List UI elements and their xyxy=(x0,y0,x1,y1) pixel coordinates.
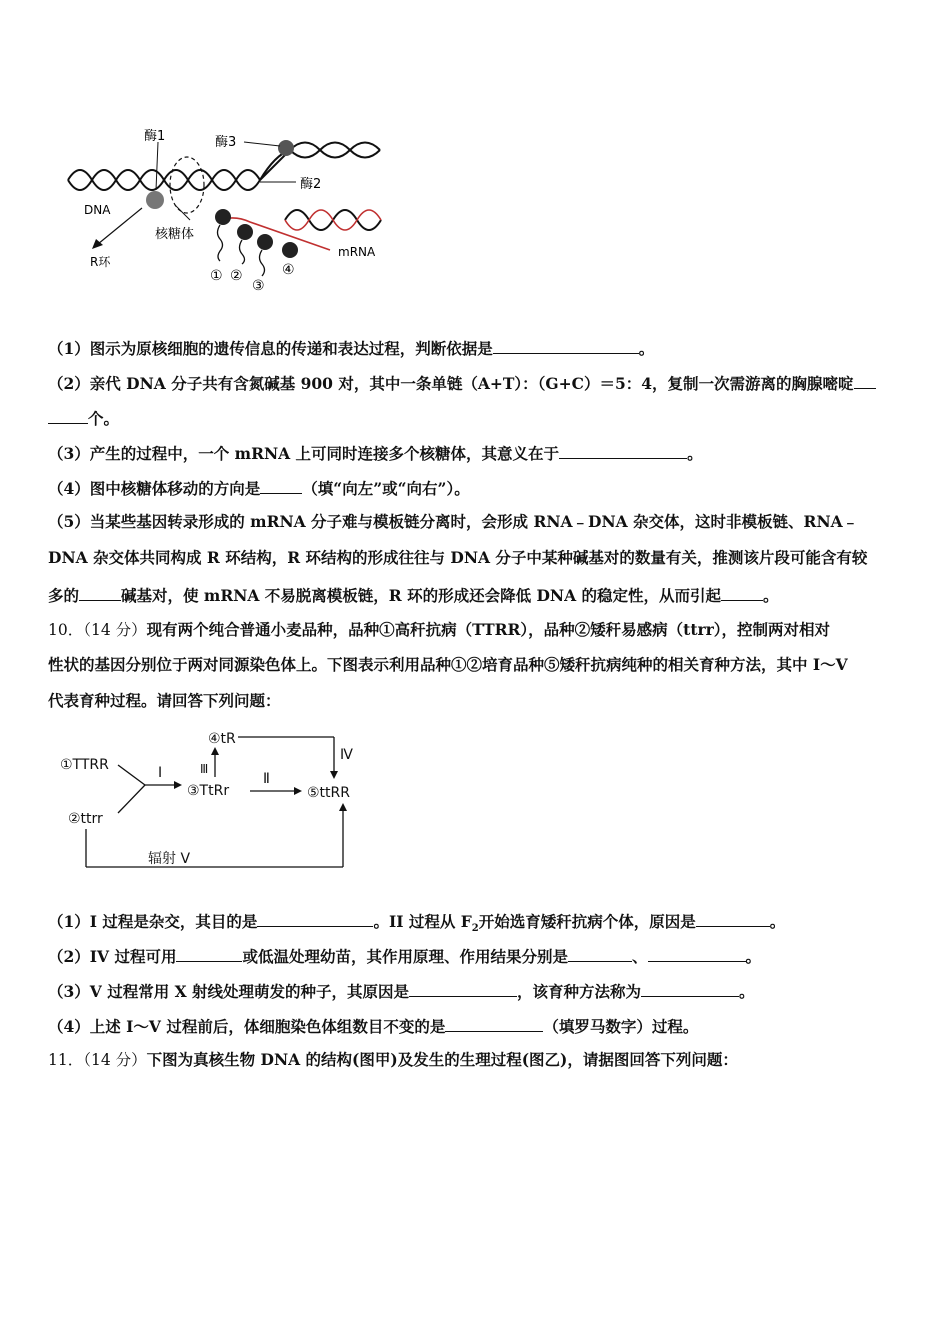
answer-blank[interactable] xyxy=(48,407,88,424)
chain-3-label: ③ xyxy=(252,278,265,294)
q10-line1: 10．（14 分）现有两个纯合普通小麦品种，品种①高秆抗病（TTRR），品种②矮秆易感病（ttrr），控制两对相对 xyxy=(48,620,831,639)
q9-part5-line2: DNA 杂交体共同构成 R 环结构，R 环结构的形成往往与 DNA 分子中某种碱基对的数量有关，推测该片段可能含有较 xyxy=(48,548,868,567)
q10-number: 10．（14 分） xyxy=(48,621,147,639)
answer-blank[interactable] xyxy=(721,584,763,601)
answer-blank[interactable] xyxy=(176,945,242,962)
q11-number: 11．（14 分） xyxy=(48,1051,147,1069)
enzyme2-label: 酶2 xyxy=(300,177,322,192)
variety-2: ②ttrr xyxy=(68,811,103,827)
answer-blank[interactable] xyxy=(260,477,302,494)
answer-blank[interactable] xyxy=(641,980,739,997)
variety-4: ④tR xyxy=(208,731,236,747)
chain-1-label: ① xyxy=(210,268,223,284)
gene-expression-figure xyxy=(60,120,390,300)
answer-blank[interactable] xyxy=(493,337,639,354)
chain-4-label: ④ xyxy=(282,262,295,278)
dna-label: DNA xyxy=(84,203,111,217)
q10-part4: （4）上述 I～V 过程前后，体细胞染色体组数目不变的是 （填罗马数字）过程。 xyxy=(48,1017,699,1036)
q10-part2: （2）IV 过程可用 或低温处理幼苗，其作用原理、作用结果分别是 、 。 xyxy=(48,947,762,966)
breeding-diagram xyxy=(60,725,380,875)
variety-3: ③TtRr xyxy=(187,783,230,799)
variety-1: ①TTRR xyxy=(60,757,109,773)
answer-blank[interactable] xyxy=(854,372,876,389)
q9-part2: （2）亲代 DNA 分子共有含氮碱基 900 对，其中一条单链（A+T）：（G+C）＝5：4，复制一次需游离的胸腺嘧啶 xyxy=(48,372,876,394)
q9-part3: （3）产生的过程中，一个 mRNA 上可同时连接多个核糖体，其意义在于 。 xyxy=(48,444,703,463)
process-III: Ⅲ xyxy=(200,762,209,776)
enzyme3-label: 酶3 xyxy=(215,135,237,150)
answer-blank[interactable] xyxy=(696,910,770,927)
process-II: Ⅱ xyxy=(263,771,270,787)
process-IV: Ⅳ xyxy=(340,747,353,763)
chain-2-label: ② xyxy=(230,268,243,284)
r-loop-label: R环 xyxy=(90,255,111,269)
q9-part1: （1）图示为原核细胞的遗传信息的传递和表达过程，判断依据是 。 xyxy=(48,339,655,358)
answer-blank[interactable] xyxy=(257,910,373,927)
answer-blank[interactable] xyxy=(648,945,746,962)
q10-line3: 代表育种过程。请回答下列问题： xyxy=(48,691,281,710)
answer-blank[interactable] xyxy=(568,945,632,962)
enzyme1-label: 酶1 xyxy=(144,129,166,144)
q9-part5: （5）当某些基因转录形成的 mRNA 分子难与模板链分离时，会形成 RNA﹣DNA 杂交体，这时非模板链、RNA﹣ xyxy=(48,512,859,531)
answer-blank[interactable] xyxy=(409,980,517,997)
process-I: I xyxy=(158,765,163,781)
process-V: 辐射 V xyxy=(148,851,191,867)
q11-stem: 11．（14 分）下图为真核生物 DNA 的结构(图甲)及发生的生理过程(图乙)，请据图回答下列问题： xyxy=(48,1050,738,1069)
ribosome-label: 核糖体 xyxy=(155,227,195,242)
q9-part5-line3: 多的 碱基对，使 mRNA 不易脱离模板链，R 环的形成还会降低 DNA 的稳定性，从而引起 。 xyxy=(48,586,779,605)
q9-part2-cont: 个。 xyxy=(48,407,119,429)
answer-blank[interactable] xyxy=(79,584,121,601)
q10-line2: 性状的基因分别位于两对同源染色体上。下图表示利用品种①②培育品种⑤矮秆抗病纯种的相关育种方法，其中 I～V xyxy=(48,655,848,674)
answer-blank[interactable] xyxy=(445,1015,543,1032)
q10-part1: （1）I 过程是杂交，其目的是 。II 过程从 $F_2$开始选育矮秆抗病个体，原因是 。 xyxy=(48,912,786,935)
q9-part4: （4）图中核糖体移动的方向是 （填“向左”或“向右”）。 xyxy=(48,479,470,498)
answer-blank[interactable] xyxy=(559,442,687,459)
mrna-label: mRNA xyxy=(338,245,376,259)
variety-5: ⑤ttRR xyxy=(307,785,350,801)
q10-part3: （3）V 过程常用 X 射线处理萌发的种子，其原因是 ，该育种方法称为 。 xyxy=(48,982,755,1001)
